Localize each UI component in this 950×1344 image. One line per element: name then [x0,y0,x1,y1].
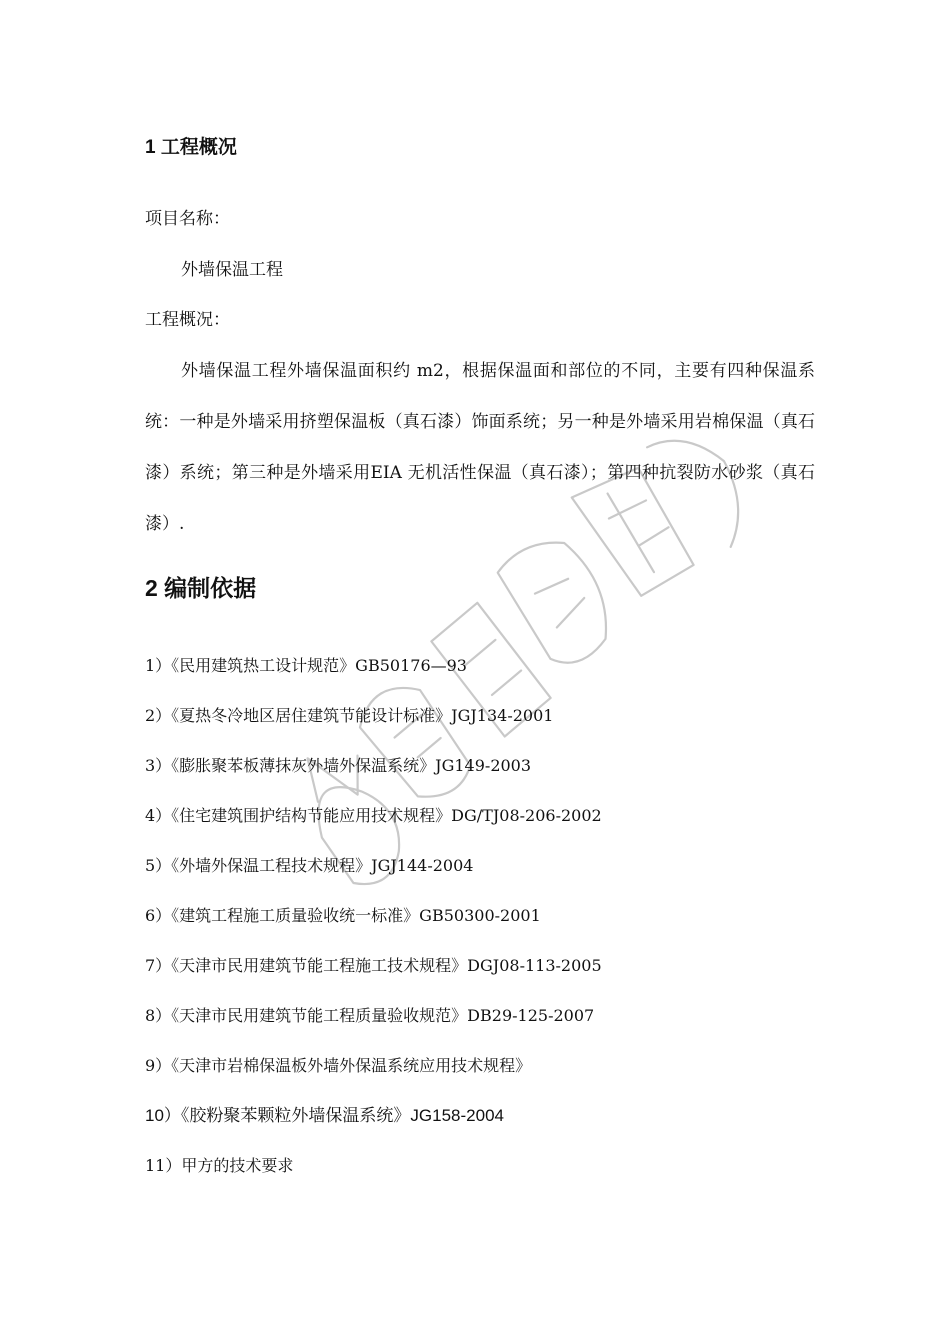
reference-item: 1）《民用建筑热工设计规范》GB50176—93 [145,656,467,675]
project-name-value: 外墙保温工程 [181,260,283,280]
reference-item: 6）《建筑工程施工质量验收统一标准》GB50300-2001 [145,906,541,925]
overview-label: 工程概况： [145,310,230,330]
reference-item: 10）《胶粉聚苯颗粒外墙保温系统》JG158-2004 [145,1106,504,1125]
reference-item: 3）《膨胀聚苯板薄抹灰外墙外保温系统》JG149-2003 [145,756,532,775]
section-1-heading: 1 工程概况 [145,137,237,158]
reference-item: 2）《夏热冬冷地区居住建筑节能设计标准》JGJ134-2001 [145,706,554,725]
reference-item: 5）《外墙外保温工程技术规程》JGJ144-2004 [145,856,474,875]
section-2-heading: 2 编制依据 [145,575,257,601]
reference-item: 11）甲方的技术要求 [145,1156,294,1175]
reference-list [145,654,602,1204]
overview-paragraph: 外墙保温工程外墙保温面积约 m2，根据保温面和部位的不同，主要有四种保温系统：一种是外墙采用挤塑保温板（真石漆）饰面系统；另一种是外墙采用岩棉保温（真石漆）系统；第三种是外墙采用EIA 无机活性保温（真石漆）；第四种抗裂防水砂浆（真石漆）. [145,361,815,534]
reference-item: 8）《天津市民用建筑节能工程质量验收规范》DB29-125-2007 [145,1006,595,1025]
reference-item: 4）《住宅建筑围护结构节能应用技术规程》DG/TJ08-206-2002 [145,806,602,825]
reference-item: 7）《天津市民用建筑节能工程施工技术规程》DGJ08-113-2005 [145,956,602,975]
reference-item: 9）《天津市岩棉保温板外墙外保温系统应用技术规程》 [145,1056,532,1075]
project-name-label: 项目名称： [145,209,230,229]
